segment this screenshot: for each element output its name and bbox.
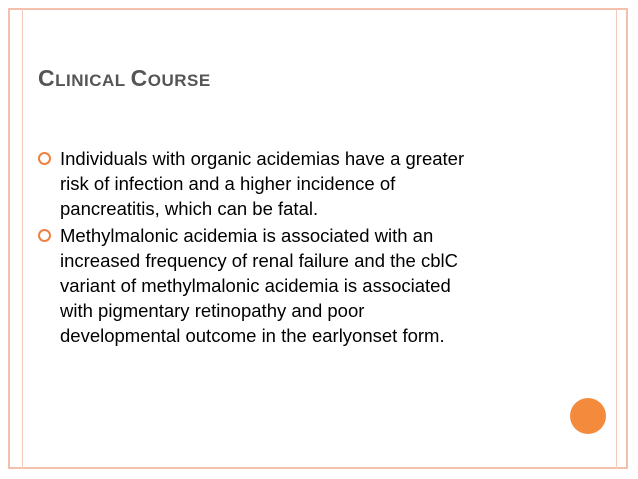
bullet-line: pancreatitis, which can be fatal. xyxy=(60,198,319,219)
bullet-item xyxy=(38,223,538,348)
title-initial-1: C xyxy=(38,65,56,91)
hollow-circle-bullet-icon xyxy=(38,152,51,165)
bullet-line: risk of infection and a higher incidence of xyxy=(60,173,396,194)
hollow-circle-bullet-icon xyxy=(38,229,51,242)
right-border-line xyxy=(616,10,617,469)
bullet-list xyxy=(38,146,538,350)
slide-title xyxy=(38,65,211,92)
bullet-line: Individuals with organic acidemias have a greater xyxy=(60,148,465,169)
left-border-line xyxy=(22,10,23,469)
bullet-line: Methylmalonic acidemia is associated with an xyxy=(60,225,434,246)
title-word-2: OURSE xyxy=(147,71,211,90)
bullet-line: developmental outcome in the earlyonset form. xyxy=(60,325,445,346)
title-word-1: LINICAL xyxy=(55,71,131,90)
bullet-line: variant of methylmalonic acidemia is associated xyxy=(60,275,451,296)
orange-circle-decoration xyxy=(570,398,606,434)
bullet-line: increased frequency of renal failure and the cblC xyxy=(60,250,458,271)
bullet-item xyxy=(38,146,538,221)
title-initial-2: C xyxy=(130,65,148,91)
bullet-line: with pigmentary retinopathy and poor xyxy=(60,300,365,321)
